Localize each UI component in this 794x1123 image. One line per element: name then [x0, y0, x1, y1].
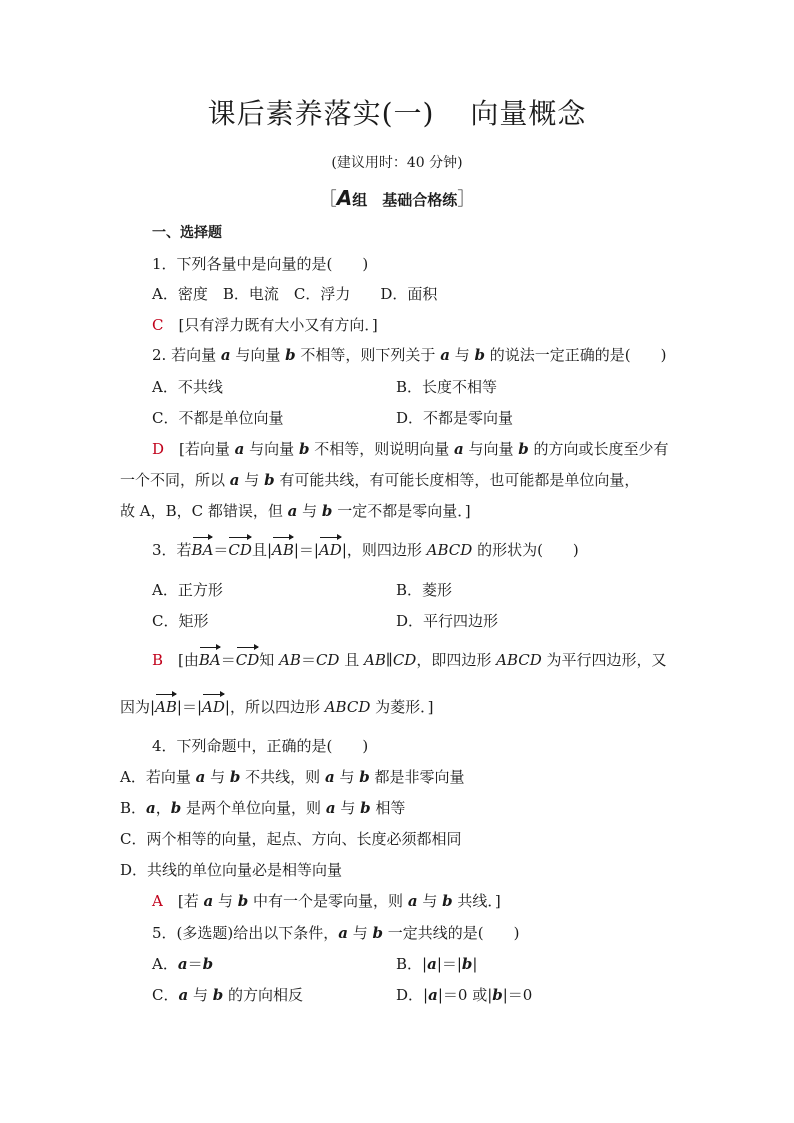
q2-explain-line-2: [120, 469, 639, 491]
q5-text: A．: [152, 955, 178, 973]
q2-option-b: B．长度不相等: [396, 378, 498, 396]
q2-option-d: D．不都是零向量: [396, 409, 514, 427]
group-letter: A: [336, 186, 353, 210]
vector-ab: AB: [155, 698, 177, 716]
q1-options: A．密度 B．电流 C．浮力 D．面积: [152, 285, 438, 303]
q4-text: B．: [120, 799, 147, 817]
vector-a: a: [177, 955, 188, 973]
q3-stem: [152, 539, 579, 561]
q5-stem: [152, 922, 520, 944]
vector-ad: AD: [202, 698, 225, 716]
vector-b: b: [264, 471, 275, 489]
vector-a: a: [195, 768, 206, 786]
q5-text: |: [472, 955, 478, 973]
q4-text: A．若向量: [120, 768, 196, 786]
vector-a: a: [428, 986, 438, 1004]
q1-explain: [只有浮力既有大小又有方向．]: [178, 316, 378, 334]
q3-option-c: C．矩形: [152, 612, 209, 630]
q4-explain-text: 与: [213, 892, 238, 910]
q2-explain-text: 一个不同，所以: [120, 471, 230, 489]
vector-a: a: [220, 346, 231, 364]
q5-option-d: [396, 984, 532, 1006]
vector-b: b: [202, 955, 214, 973]
q3-explain-line-2: [120, 696, 433, 718]
vector-a: a: [427, 955, 437, 973]
title-main: 课后素养落实(一): [207, 97, 435, 130]
vector-ad: AD: [318, 541, 342, 559]
q2-explain-text: 的方向或长度至少有: [528, 440, 669, 458]
q3-explain-text: ＝: [300, 651, 316, 669]
vector-a: a: [407, 892, 418, 910]
vector-b: b: [461, 955, 473, 973]
q4-explain-text: 中有一个是零向量，则: [248, 892, 408, 910]
vector-b: b: [212, 986, 224, 1004]
q2-answer: D: [152, 440, 165, 458]
q3-option-a: A．正方形: [152, 581, 223, 599]
q3-explain-text: 且: [339, 651, 365, 669]
q4-text: 是两个单位向量，则: [181, 799, 326, 817]
q3-explain-text: |＝|: [176, 698, 203, 716]
q2-explain-text: 一定不都是零向量．]: [332, 502, 471, 520]
bracket-right-icon: ］: [457, 189, 476, 210]
bracket-left-icon: ［: [318, 189, 337, 210]
q2-explain-line-1: [152, 438, 669, 460]
q2-stem: [152, 344, 666, 366]
q3-option-b: B．菱形: [396, 581, 453, 599]
q4-text: ，: [155, 799, 171, 817]
vector-a: a: [178, 986, 189, 1004]
group-header: [0, 186, 794, 212]
q2-option-a: A．不共线: [152, 378, 223, 396]
q3-explain-text: [由: [178, 651, 199, 669]
q4-option-d: D．共线的单位向量必是相等向量: [120, 861, 343, 879]
q4-answer-line: [152, 890, 501, 912]
vector-ab: AB: [272, 541, 294, 559]
q4-text: 不共线，则: [240, 768, 325, 786]
vector-ba: BA: [198, 651, 221, 669]
q5-text: ＝: [187, 955, 203, 973]
vector-a: a: [325, 799, 336, 817]
vector-b: b: [285, 346, 296, 364]
q3-stem-text: |，则四边形: [341, 541, 427, 559]
q1-answer: C: [152, 316, 164, 334]
q3-explain-text: |，所以四边形: [224, 698, 325, 716]
q2-stem-text: 与: [449, 346, 475, 364]
vector-b: b: [298, 440, 310, 458]
vector-b: b: [372, 924, 384, 942]
q3-stem-text: 且|: [251, 541, 272, 559]
vector-b: b: [442, 892, 453, 910]
q2-stem-text: 2. 若向量: [152, 346, 221, 364]
q4-text: 与: [205, 768, 230, 786]
q2-explain-text: 与向量: [463, 440, 519, 458]
q2-explain-line-3: [120, 500, 471, 522]
group-label: 组 基础合格练: [352, 191, 458, 209]
q5-text: 与: [188, 986, 213, 1004]
q3-explain-text: 知: [259, 651, 280, 669]
q5-option-a: [152, 953, 213, 975]
q3-stem-text: 的形状为( ): [472, 541, 579, 559]
q2-stem-text: 与向量: [230, 346, 286, 364]
time-note: (建议用时：40 分钟): [331, 155, 463, 171]
vector-a: a: [203, 892, 214, 910]
q2-explain-text: 不相等，则说明向量: [309, 440, 454, 458]
q3-option-d: D．平行四边形: [396, 612, 499, 630]
q5-option-b: [396, 953, 477, 975]
vector-a: a: [287, 502, 298, 520]
q4-explain-text: [若: [177, 892, 204, 910]
q3-explain-text: 为菱形．]: [370, 698, 434, 716]
q4-explain-text: 与: [417, 892, 443, 910]
q2-stem-text: 的说法一定正确的是( ): [484, 346, 667, 364]
vector-b: b: [474, 346, 485, 364]
segment-name: CD: [315, 651, 340, 669]
q5-text: D．|: [396, 986, 429, 1004]
q5-text: 一定共线的是( ): [383, 924, 520, 942]
segment-name: CD: [392, 651, 417, 669]
q4-answer: A: [152, 892, 163, 910]
q1-stem: 1．下列各量中是向量的是( ): [152, 255, 369, 273]
q4-text: 都是非零向量: [369, 768, 465, 786]
vector-cd: CD: [228, 541, 252, 559]
q5-text: |＝0: [502, 986, 533, 1004]
page-title: [0, 96, 794, 132]
q4-explain-text: 共线．]: [452, 892, 501, 910]
vector-a: a: [324, 768, 335, 786]
segment-name: AB: [279, 651, 301, 669]
vector-a: a: [338, 924, 348, 942]
q3-stem-text: |＝|: [293, 541, 319, 559]
q3-explain-text: ，即四边形: [416, 651, 497, 669]
q3-stem-text: 3．若: [152, 541, 192, 559]
q3-answer: B: [152, 651, 164, 669]
q1-answer-line: [152, 314, 378, 336]
q5-text: C．: [152, 986, 179, 1004]
vector-b: b: [492, 986, 503, 1004]
vector-a: a: [229, 471, 240, 489]
q2-explain-text: 与: [239, 471, 265, 489]
q3-explain-text: 为平行四边形，又: [541, 651, 667, 669]
vector-a: a: [234, 440, 245, 458]
q3-explain-text: 因为|: [120, 698, 156, 716]
q4-text: 与: [335, 799, 361, 817]
vector-b: b: [321, 502, 333, 520]
q2-option-c: C．不都是单位向量: [152, 409, 284, 427]
section-heading: 一、选择题: [152, 225, 222, 241]
q5-text: |＝|: [436, 955, 462, 973]
q5-text: 的方向相反: [223, 986, 304, 1004]
q4-stem: 4．下列命题中，正确的是( ): [152, 737, 369, 755]
q4-option-a: [120, 766, 465, 788]
vector-b: b: [360, 799, 371, 817]
q5-text: 与: [347, 924, 373, 942]
segment-name: AB: [364, 651, 386, 669]
q3-explain-text: ＝: [220, 651, 236, 669]
q3-stem-text: ＝: [213, 541, 229, 559]
quad-name: ABCD: [496, 651, 542, 669]
title-sub: 向量概念: [470, 97, 587, 130]
q5-option-c: [152, 984, 303, 1006]
q5-text: 5．(多选题)给出以下条件，: [152, 924, 339, 942]
quad-name: ABCD: [324, 698, 371, 716]
q2-explain-text: 有可能共线，有可能长度相等，也可能都是单位向量，: [274, 471, 640, 489]
q2-stem-text: 不相等，则下列关于: [295, 346, 441, 364]
quad-name: ABCD: [426, 541, 473, 559]
q4-text: 与: [334, 768, 360, 786]
vector-b: b: [170, 799, 182, 817]
parallel-symbol: ∥: [385, 651, 393, 669]
vector-a: a: [454, 440, 464, 458]
vector-a: a: [440, 346, 450, 364]
q4-option-c: C．两个相等的向量，起点、方向、长度必须都相同: [120, 830, 462, 848]
q4-option-b: [120, 797, 405, 819]
q5-text: |＝0 或|: [437, 986, 493, 1004]
q5-text: B．|: [396, 955, 428, 973]
q4-text: 相等: [370, 799, 406, 817]
q2-explain-text: 故 A，B，C 都错误，但: [120, 502, 288, 520]
vector-b: b: [359, 768, 370, 786]
q2-explain-text: 与向量: [244, 440, 299, 458]
vector-a: a: [146, 799, 156, 817]
q3-explain-line-1: [152, 649, 667, 671]
vector-b: b: [237, 892, 249, 910]
vector-b: b: [229, 768, 241, 786]
vector-b: b: [518, 440, 529, 458]
vector-cd: CD: [235, 651, 260, 669]
vector-ba: BA: [191, 541, 214, 559]
q2-explain-text: 与: [297, 502, 322, 520]
q2-explain-text: [若向量: [179, 440, 235, 458]
